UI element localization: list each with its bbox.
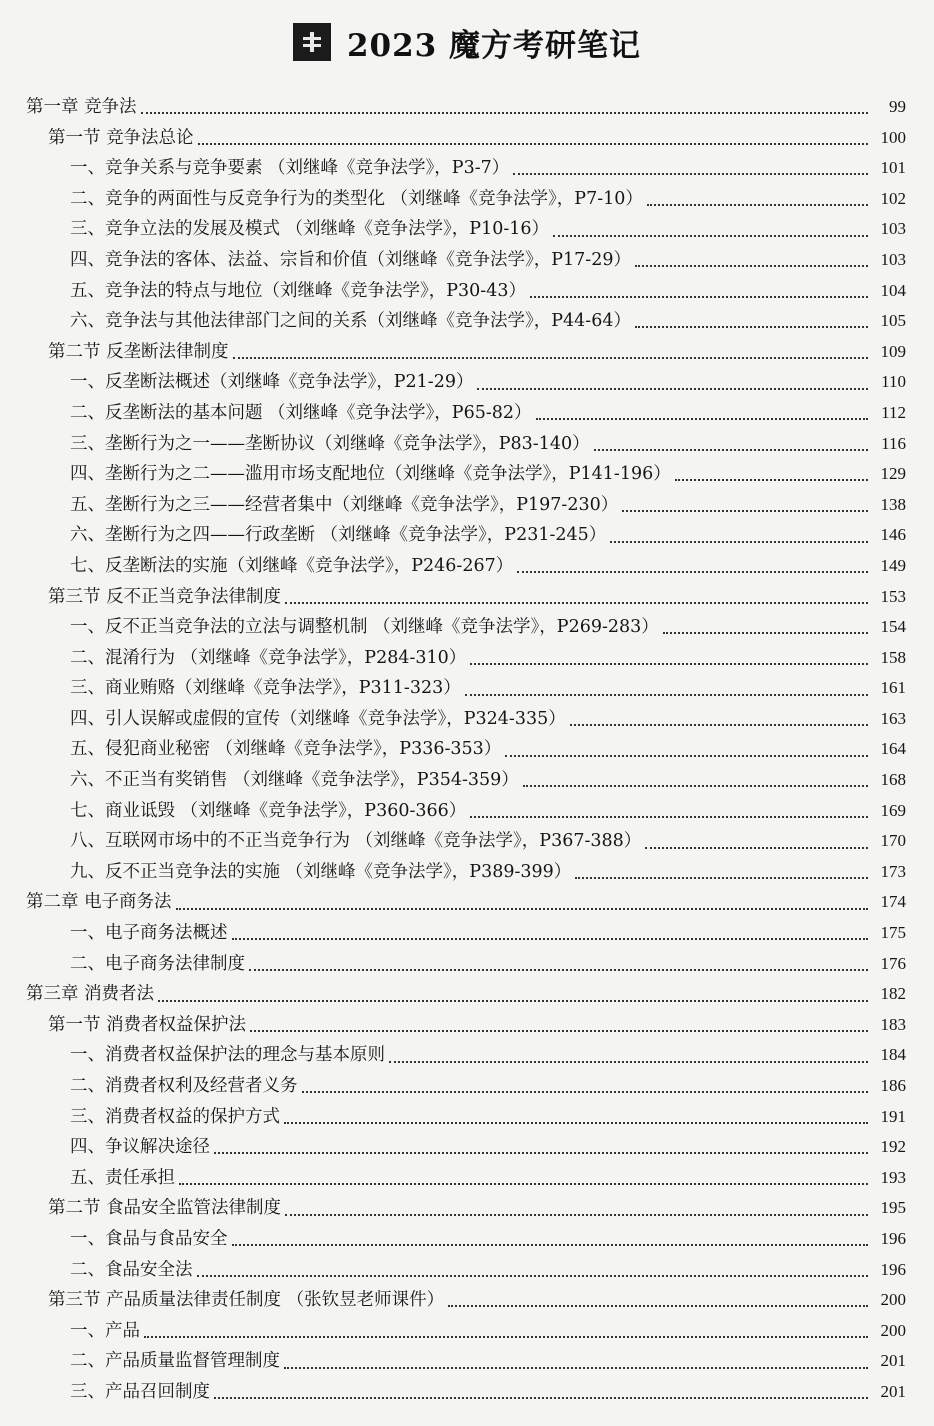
toc-entry-label: 第三章 消费者法	[26, 984, 155, 1005]
dot-leader	[448, 1305, 868, 1307]
toc-entry[interactable]	[22, 826, 906, 857]
toc-entry-page: 184	[880, 1045, 906, 1065]
toc-entry-page: 182	[880, 984, 906, 1004]
toc-entry-page: 101	[880, 158, 906, 178]
toc-entry-page: 201	[880, 1351, 906, 1371]
dot-leader	[477, 388, 868, 390]
dot-leader	[610, 541, 868, 543]
dot-leader	[179, 1183, 868, 1185]
toc-entry-label: 七、商业诋毁 （刘继峰《竞争法学》，P360-366）	[70, 800, 467, 821]
toc-entry-page: 153	[880, 586, 906, 606]
dot-leader	[523, 785, 868, 787]
toc-entry-page: 173	[880, 861, 906, 881]
toc-entry-label: 四、争议解决途径	[70, 1137, 210, 1158]
toc-entry-label: 二、反垄断法的基本问题 （刘继峰《竞争法学》，P65-82）	[70, 402, 532, 423]
toc-entry-label: 一、食品与食品安全	[70, 1228, 228, 1249]
toc-entry[interactable]	[22, 1346, 906, 1377]
dot-leader	[232, 938, 869, 940]
dot-leader	[622, 510, 868, 512]
toc-entry-label: 五、竞争法的特点与地位（刘继峰《竞争法学》，P30-43）	[70, 280, 526, 301]
toc-entry[interactable]	[22, 276, 906, 307]
dot-leader	[575, 877, 868, 879]
dot-leader	[389, 1061, 868, 1063]
dot-leader	[285, 602, 868, 604]
dot-leader	[198, 143, 868, 145]
toc-entry-page: 176	[880, 953, 906, 973]
table-of-contents	[22, 92, 906, 1408]
dot-leader	[594, 449, 868, 451]
toc-entry[interactable]	[22, 1163, 906, 1194]
toc-entry-label: 二、竞争的两面性与反竞争行为的类型化 （刘继峰《竞争法学》，P7-10）	[70, 188, 643, 209]
toc-entry-label: 一、产品	[70, 1320, 140, 1341]
toc-entry[interactable]	[22, 520, 906, 551]
toc-entry[interactable]	[22, 734, 906, 765]
toc-entry-page: 129	[880, 464, 906, 484]
toc-entry[interactable]	[22, 214, 906, 245]
toc-entry-label: 八、互联网市场中的不正当竞争行为 （刘继峰《竞争法学》，P367-388）	[70, 831, 642, 852]
toc-entry-label: 五、垄断行为之三——经营者集中（刘继峰《竞争法学》，P197-230）	[70, 494, 619, 515]
toc-entry-label: 二、食品安全法	[70, 1259, 193, 1280]
toc-entry[interactable]	[22, 306, 906, 337]
toc-entry-label: 一、消费者权益保护法的理念与基本原则	[70, 1045, 385, 1066]
toc-entry-label: 二、产品质量监督管理制度	[70, 1351, 280, 1372]
dot-leader	[663, 632, 868, 634]
toc-entry-page: 163	[880, 708, 906, 728]
toc-entry-page: 149	[880, 555, 906, 575]
toc-entry[interactable]	[22, 184, 906, 215]
toc-entry[interactable]	[22, 1255, 906, 1286]
dot-leader	[517, 571, 868, 573]
dot-leader	[505, 755, 868, 757]
dot-leader	[250, 1030, 868, 1032]
toc-entry-label: 四、引人误解或虚假的宣传（刘继峰《竞争法学》，P324-335）	[70, 708, 566, 729]
toc-entry[interactable]	[22, 857, 906, 888]
dot-leader	[645, 847, 868, 849]
toc-entry-label: 五、侵犯商业秘密 （刘继峰《竞争法学》，P336-353）	[70, 739, 502, 760]
toc-entry[interactable]	[22, 459, 906, 490]
toc-entry[interactable]	[22, 612, 906, 643]
toc-entry-label: 三、商业贿赂（刘继峰《竞争法学》，P311-323）	[70, 678, 461, 699]
dot-leader	[284, 1367, 868, 1369]
toc-entry-label: 一、反垄断法概述（刘继峰《竞争法学》，P21-29）	[70, 372, 474, 393]
toc-entry-label: 第二章 电子商务法	[26, 892, 172, 913]
toc-entry-page: 200	[880, 1320, 906, 1340]
toc-entry-page: 105	[880, 311, 906, 331]
toc-entry-page: 164	[880, 739, 906, 759]
dot-leader	[635, 326, 868, 328]
toc-entry-page: 138	[880, 494, 906, 514]
toc-entry-label: 第二节 食品安全监管法律制度	[48, 1198, 282, 1219]
toc-entry-page: 103	[880, 219, 906, 239]
dot-leader	[536, 418, 868, 420]
toc-entry-label: 四、竞争法的客体、法益、宗旨和价值（刘继峰《竞争法学》，P17-29）	[70, 249, 631, 270]
toc-entry[interactable]	[22, 429, 906, 460]
dot-leader	[176, 908, 868, 910]
toc-entry[interactable]	[22, 673, 906, 704]
toc-entry-page: 200	[880, 1290, 906, 1310]
toc-entry[interactable]	[22, 153, 906, 184]
dot-leader	[214, 1152, 868, 1154]
toc-entry-label: 一、电子商务法概述	[70, 923, 228, 944]
toc-entry-page: 112	[881, 402, 906, 422]
dot-leader	[284, 1122, 868, 1124]
toc-entry-label: 三、消费者权益的保护方式	[70, 1106, 280, 1127]
toc-entry[interactable]	[22, 979, 906, 1010]
toc-entry-page: 146	[880, 525, 906, 545]
toc-entry[interactable]	[22, 551, 906, 582]
toc-entry[interactable]	[22, 92, 906, 123]
cross-block-icon	[293, 23, 331, 61]
dot-leader	[158, 1000, 868, 1002]
dot-leader	[141, 112, 868, 114]
toc-entry-page: 186	[880, 1076, 906, 1095]
toc-entry-page: 102	[880, 188, 906, 208]
toc-entry[interactable]	[22, 1071, 906, 1102]
dot-leader	[197, 1275, 869, 1277]
dot-leader	[249, 969, 868, 971]
toc-entry[interactable]	[22, 245, 906, 276]
toc-entry-label: 一、竞争关系与竞争要素 （刘继峰《竞争法学》，P3-7）	[70, 158, 510, 179]
page-title: 2023 魔方考研笔记	[346, 27, 642, 64]
toc-entry-page: 99	[889, 97, 906, 116]
toc-entry[interactable]	[22, 123, 906, 154]
toc-entry-page: 191	[880, 1106, 906, 1126]
dot-leader	[513, 173, 868, 175]
toc-entry-label: 二、消费者权利及经营者义务	[70, 1076, 298, 1096]
toc-entry[interactable]	[22, 582, 906, 613]
toc-entry-page: 158	[880, 647, 906, 667]
toc-entry-label: 六、垄断行为之四——行政垄断 （刘继峰《竞争法学》，P231-245）	[70, 525, 607, 546]
toc-entry-page: 104	[880, 280, 906, 300]
page-header	[0, 18, 934, 66]
toc-entry-page: 195	[880, 1198, 906, 1218]
toc-entry[interactable]	[22, 1193, 906, 1224]
dot-leader	[214, 1397, 868, 1399]
toc-entry-page: 193	[880, 1167, 906, 1187]
toc-entry-label: 九、反不正当竞争法的实施 （刘继峰《竞争法学》，P389-399）	[70, 861, 572, 882]
toc-entry[interactable]	[22, 1285, 906, 1316]
toc-entry[interactable]	[22, 704, 906, 735]
toc-entry-label: 第三节 反不正当竞争法律制度	[48, 586, 282, 607]
dot-leader	[470, 663, 868, 665]
dot-leader	[675, 479, 868, 481]
toc-entry[interactable]	[22, 1316, 906, 1347]
toc-entry-page: 169	[880, 800, 906, 820]
dot-leader	[553, 235, 868, 237]
toc-entry-page: 103	[880, 249, 906, 269]
dot-leader	[465, 694, 868, 696]
toc-entry-page: 196	[880, 1228, 906, 1248]
toc-entry-label: 三、垄断行为之一——垄断协议（刘继峰《竞争法学》，P83-140）	[70, 433, 590, 454]
toc-entry-page: 116	[881, 433, 906, 453]
toc-entry[interactable]	[22, 887, 906, 918]
dot-leader	[233, 357, 868, 359]
dot-leader	[232, 1244, 869, 1246]
toc-entry-page: 196	[880, 1259, 906, 1279]
toc-entry-label: 三、产品召回制度	[70, 1381, 210, 1402]
toc-entry-label: 四、垄断行为之二——滥用市场支配地位（刘继峰《竞争法学》，P141-196）	[70, 464, 671, 485]
toc-entry-page: 168	[880, 770, 906, 790]
dot-leader	[285, 1214, 868, 1216]
toc-entry[interactable]	[22, 1010, 906, 1041]
toc-entry-page: 175	[880, 923, 906, 943]
toc-entry-page: 183	[880, 1014, 906, 1034]
toc-entry[interactable]	[22, 643, 906, 674]
toc-entry[interactable]	[22, 1132, 906, 1163]
toc-entry-label: 七、反垄断法的实施（刘继峰《竞争法学》，P246-267）	[70, 555, 514, 576]
toc-entry-page: 192	[880, 1137, 906, 1157]
toc-entry-label: 第三节 产品质量法律责任制度 （张钦昱老师课件）	[48, 1290, 445, 1311]
toc-entry[interactable]	[22, 1102, 906, 1133]
toc-entry[interactable]	[22, 796, 906, 827]
toc-entry[interactable]	[22, 367, 906, 398]
toc-entry-page: 170	[880, 831, 906, 851]
toc-entry[interactable]	[22, 949, 906, 980]
toc-entry[interactable]	[22, 1224, 906, 1255]
toc-entry-label: 三、竞争立法的发展及模式 （刘继峰《竞争法学》，P10-16）	[70, 219, 550, 240]
toc-entry[interactable]	[22, 490, 906, 521]
toc-entry[interactable]	[22, 765, 906, 796]
toc-entry[interactable]	[22, 918, 906, 949]
toc-entry[interactable]	[22, 1377, 906, 1408]
toc-entry-label: 二、电子商务法律制度	[70, 953, 245, 974]
toc-entry-label: 六、竞争法与其他法律部门之间的关系（刘继峰《竞争法学》，P44-64）	[70, 311, 631, 332]
dot-leader	[647, 204, 868, 206]
toc-entry-page: 161	[880, 678, 906, 698]
toc-entry-page: 174	[880, 892, 906, 912]
dot-leader	[144, 1336, 868, 1338]
toc-entry-page: 154	[880, 617, 906, 637]
toc-entry-label: 第一章 竞争法	[26, 97, 137, 117]
toc-entry-label: 二、混淆行为 （刘继峰《竞争法学》，P284-310）	[70, 647, 467, 668]
toc-entry-label: 第一节 竞争法总论	[48, 127, 194, 148]
toc-entry-label: 第一节 消费者权益保护法	[48, 1014, 247, 1035]
toc-entry-page: 109	[880, 341, 906, 361]
toc-entry-page: 201	[880, 1381, 906, 1401]
toc-entry-label: 五、责任承担	[70, 1167, 175, 1188]
dot-leader	[470, 816, 868, 818]
dot-leader	[635, 265, 868, 267]
toc-entry-page: 110	[881, 372, 906, 392]
toc-entry-label: 六、不正当有奖销售 （刘继峰《竞争法学》，P354-359）	[70, 770, 519, 791]
toc-entry-label: 第二节 反垄断法律制度	[48, 341, 229, 362]
toc-entry-label: 一、反不正当竞争法的立法与调整机制 （刘继峰《竞争法学》，P269-283）	[70, 617, 659, 638]
dot-leader	[302, 1091, 869, 1093]
dot-leader	[530, 296, 868, 298]
toc-entry[interactable]	[22, 1040, 906, 1071]
dot-leader	[570, 724, 868, 726]
toc-entry-page: 100	[880, 127, 906, 147]
toc-entry[interactable]	[22, 337, 906, 368]
toc-entry[interactable]	[22, 398, 906, 429]
